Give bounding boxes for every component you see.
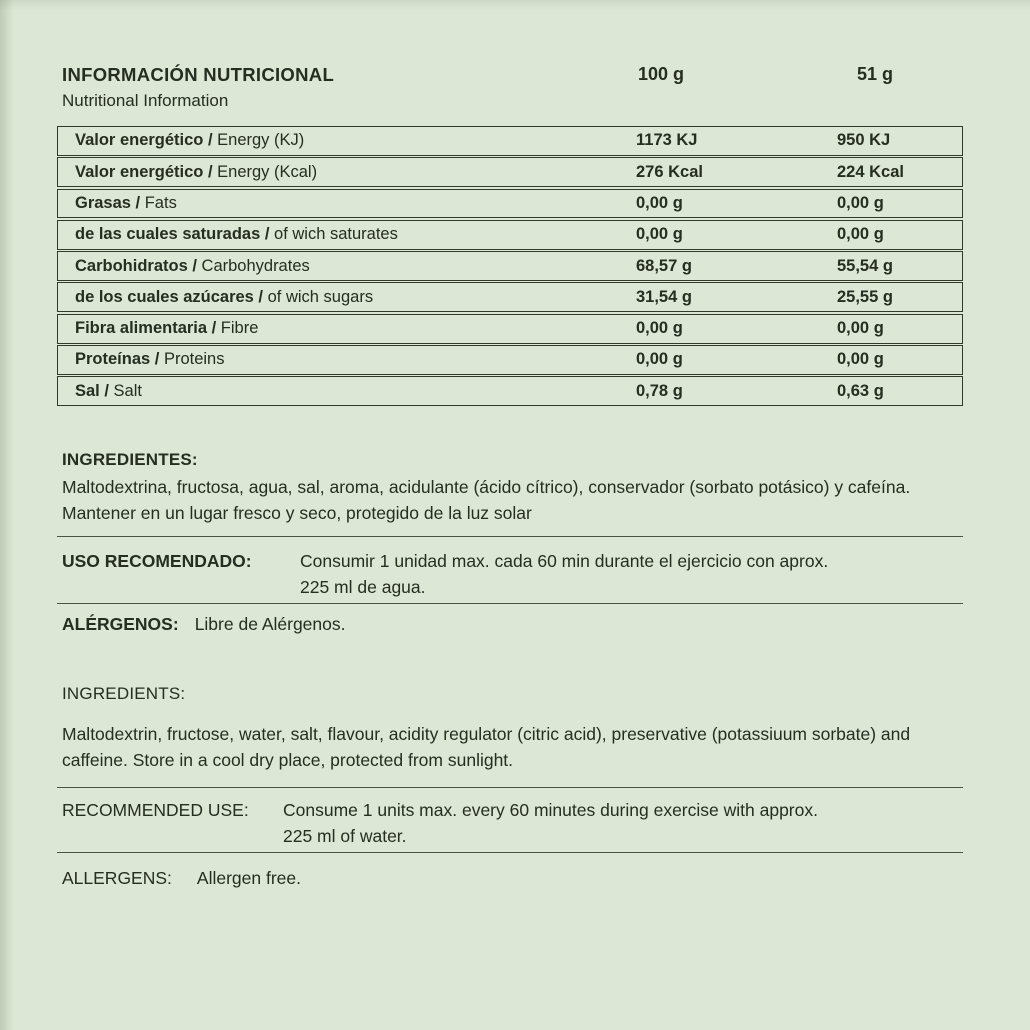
row-value-100g: 31,54 g [636, 287, 692, 306]
row-label-es: Valor energético / [75, 131, 213, 150]
row-label-es: Carbohidratos / [75, 256, 197, 275]
ingredients-en-text: Maltodextrin, fructose, water, salt, flavour, acidity regulator (citric acid), preservative (potassiuum sorbate) and caffeine. Store in a cool dry place, protected from sunlight. [62, 724, 911, 770]
row-label-es: Proteínas / [75, 350, 160, 369]
row-value-51g: 950 KJ [837, 131, 891, 150]
section-divider [57, 603, 963, 604]
table-row [57, 282, 963, 312]
table-row [57, 251, 963, 281]
row-label-en: Salt [108, 381, 142, 400]
recommended-use-en-line2: 225 ml of water. [283, 826, 407, 846]
row-label-en: Fibre [216, 319, 259, 338]
recommended-use-es-text [300, 548, 828, 600]
column-header-100g: 100 g [638, 64, 685, 84]
row-value-51g: 0,00 g [837, 193, 884, 212]
row-value-51g: 0,00 g [837, 225, 884, 244]
row-label-es: de los cuales azúcares / [75, 287, 264, 306]
table-row [57, 157, 963, 187]
column-header-51g: 51 g [857, 64, 894, 84]
row-value-51g: 0,00 g [837, 350, 884, 369]
allergens-es-label: ALÉRGENOS: [62, 614, 179, 634]
table-row [57, 314, 963, 344]
row-label-en: Fats [140, 193, 177, 212]
row-label-es: Valor energético / [75, 162, 213, 181]
table-row [57, 220, 963, 250]
recommended-use-es [62, 548, 828, 600]
row-value-51g: 0,63 g [837, 381, 884, 400]
section-divider [57, 787, 963, 788]
row-value-51g: 25,55 g [837, 287, 893, 306]
row-value-51g: 0,00 g [837, 319, 884, 338]
section-divider [57, 536, 963, 537]
row-label [58, 350, 636, 369]
table-row [57, 126, 963, 156]
recommended-use-es-label: USO RECOMENDADO: [62, 551, 252, 571]
row-value-51g: 224 Kcal [837, 162, 904, 181]
ingredients-es-heading: INGREDIENTES: [62, 450, 198, 469]
recommended-use-en-line1: Consume 1 units max. every 60 minutes during exercise with approx. [283, 800, 818, 820]
row-label-en: Carbohydrates [196, 256, 310, 275]
row-label-es: de las cuales saturadas / [75, 225, 270, 244]
table-row [57, 376, 963, 406]
row-label-en: of wich saturates [269, 225, 398, 244]
row-label-es: Sal / [75, 381, 109, 400]
row-label [58, 163, 636, 182]
row-value-100g: 0,78 g [636, 381, 683, 400]
recommended-use-en [62, 797, 818, 849]
row-label-es: Fibra alimentaria / [75, 319, 217, 338]
label-title-es: INFORMACIÓN NUTRICIONAL [62, 64, 335, 85]
row-label [58, 257, 636, 276]
nutrition-table [57, 126, 963, 408]
row-label [58, 131, 636, 150]
allergens-es [62, 614, 346, 635]
row-label [58, 194, 636, 213]
row-value-100g: 0,00 g [636, 225, 683, 244]
row-label-en: Energy (Kcal) [212, 162, 318, 181]
allergens-es-text: Libre de Alérgenos. [194, 614, 346, 634]
row-label-en: Energy (KJ) [212, 131, 305, 150]
recommended-use-en-text [283, 797, 818, 849]
allergens-en [62, 868, 301, 889]
table-row [57, 345, 963, 375]
ingredients-es-text: Maltodextrina, fructosa, agua, sal, aroma, acidulante (ácido cítrico), conservador (sorbato potásico) y cafeína. Mantener en un lugar fresco y seco, protegido de la luz solar [62, 477, 911, 523]
row-label [58, 319, 636, 338]
row-label [58, 225, 636, 244]
row-value-100g: 0,00 g [636, 193, 683, 212]
row-label [58, 288, 636, 307]
page-edge-shadow-left [0, 0, 14, 1030]
label-title-en: Nutritional Information [62, 91, 229, 110]
allergens-en-label: ALLERGENS: [62, 868, 172, 888]
row-label-es: Grasas / [75, 193, 141, 212]
recommended-use-es-line2: 225 ml de agua. [300, 577, 426, 597]
row-label-en: Proteins [159, 350, 225, 369]
table-row [57, 189, 963, 219]
row-value-51g: 55,54 g [837, 256, 893, 275]
allergens-en-text: Allergen free. [196, 868, 301, 888]
recommended-use-en-label: RECOMMENDED USE: [62, 800, 249, 820]
row-value-100g: 0,00 g [636, 350, 683, 369]
row-value-100g: 68,57 g [636, 256, 692, 275]
row-label-en: of wich sugars [263, 287, 374, 306]
row-value-100g: 276 Kcal [636, 162, 703, 181]
page-edge-shadow-top [0, 0, 1030, 10]
ingredients-en-heading: INGREDIENTS: [62, 684, 186, 703]
row-value-100g: 1173 KJ [636, 131, 698, 150]
recommended-use-es-line1: Consumir 1 unidad max. cada 60 min durante el ejercicio con aprox. [300, 551, 829, 571]
row-label [58, 382, 636, 401]
section-divider [57, 852, 963, 853]
row-value-100g: 0,00 g [636, 319, 683, 338]
